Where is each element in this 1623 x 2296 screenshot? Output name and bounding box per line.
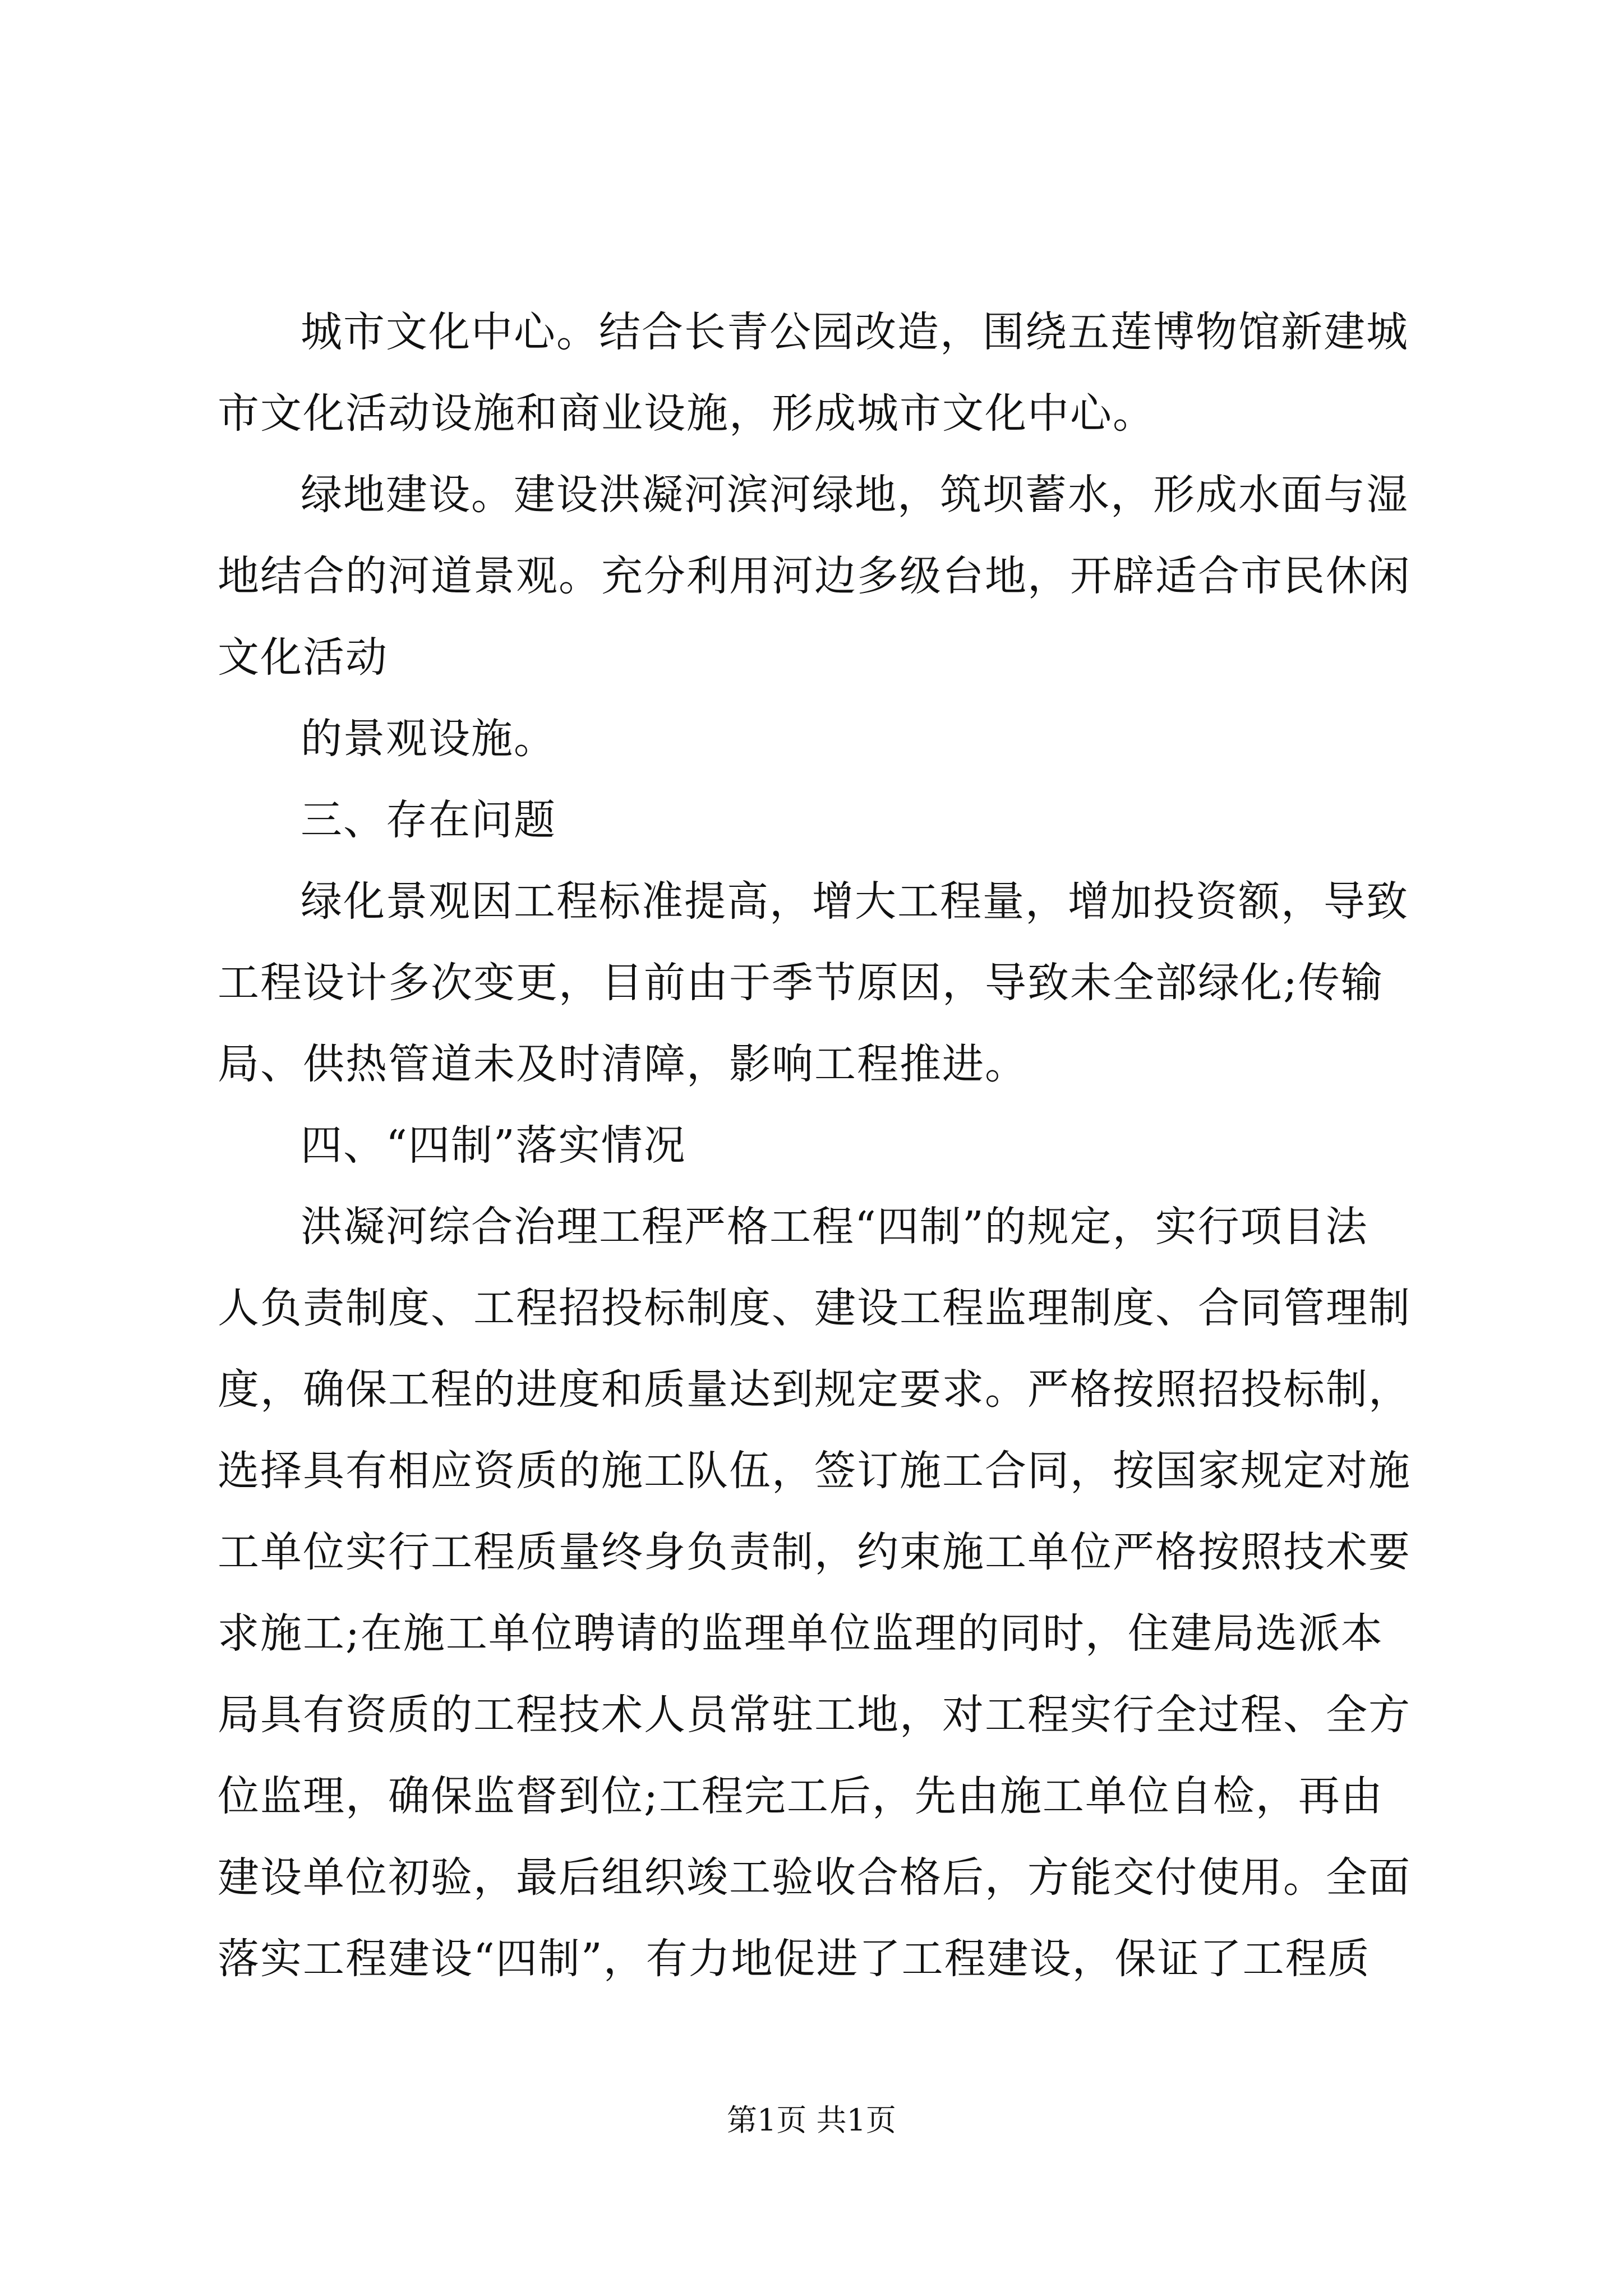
paragraph-line: 度，确保工程的进度和质量达到规定要求。严格按照招投标制，: [218, 1365, 1411, 1414]
section-heading: 三、存在问题: [301, 796, 556, 844]
page-footer: 第1页 共1页: [727, 2102, 896, 2138]
paragraph-line: 局具有资质的工程技术人员常驻工地，对工程实行全过程、全方: [218, 1691, 1411, 1739]
paragraph-line: 城市文化中心。结合长青公园改造，围绕五莲博物馆新建城: [301, 308, 1409, 356]
paragraph-line: 市文化活动设施和商业设施，形成城市文化中心。: [218, 389, 1155, 438]
paragraph-line: 地结合的河道景观。充分利用河边多级台地，开辟适合市民休闲: [218, 552, 1411, 600]
paragraph-line: 绿地建设。建设洪凝河滨河绿地，筑坝蓄水，形成水面与湿: [301, 471, 1409, 519]
paragraph-line: 选择具有相应资质的施工队伍，签订施工合同，按国家规定对施: [218, 1447, 1411, 1495]
paragraph-line: 位监理，确保监督到位;工程完工后，先由施工单位自检，再由: [218, 1772, 1384, 1820]
paragraph-line: 落实工程建设“四制”，有力地促进了工程建设，保证了工程质: [218, 1935, 1371, 1983]
paragraph-line: 绿化景观因工程标准提高，增大工程量，增加投资额，导致: [301, 877, 1409, 926]
paragraph-line: 建设单位初验，最后组织竣工验收合格后，方能交付使用。全面: [218, 1853, 1411, 1902]
paragraph-line: 求施工;在施工单位聘请的监理单位监理的同时，住建局选派本: [218, 1609, 1384, 1658]
paragraph-line: 工单位实行工程质量终身负责制，约束施工单位严格按照技术要: [218, 1528, 1411, 1576]
paragraph-line: 人负责制度、工程招投标制度、建设工程监理制度、合同管理制: [218, 1284, 1411, 1332]
paragraph-line: 洪凝河综合治理工程严格工程“四制”的规定，实行项目法: [301, 1203, 1368, 1251]
section-heading: 四、“四制”落实情况: [301, 1121, 686, 1170]
paragraph-line: 的景观设施。: [301, 715, 556, 763]
paragraph-line: 局、供热管道未及时清障，影响工程推进。: [218, 1040, 1027, 1088]
paragraph-line: 文化活动: [218, 633, 388, 682]
document-body: [218, 292, 1429, 2000]
paragraph-line: 工程设计多次变更，目前由于季节原因，导致未全部绿化;传输: [218, 959, 1384, 1007]
